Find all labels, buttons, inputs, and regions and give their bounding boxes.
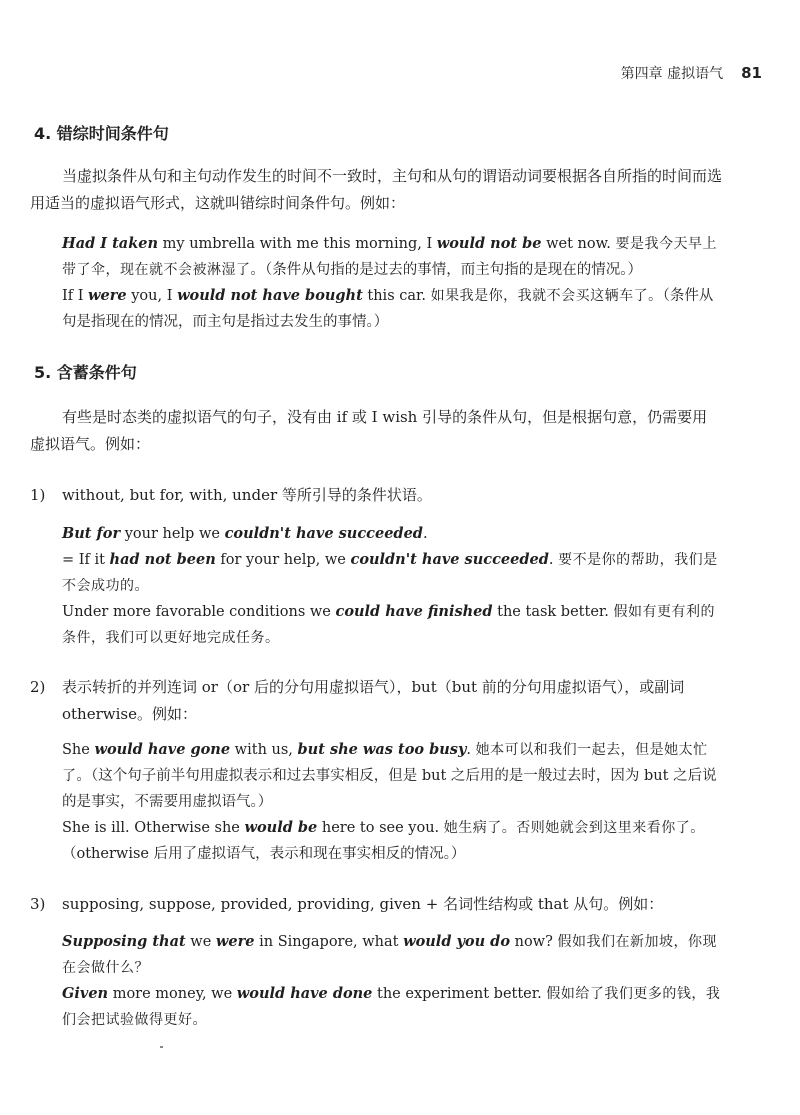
item-text: supposing, suppose, provided, providing, given + 名词性结构或 that 从句。例如： <box>62 895 664 913</box>
example-sentence <box>62 521 722 547</box>
emphasis: Supposing that <box>62 933 186 950</box>
text: for your help, we <box>215 552 351 568</box>
text: you, I <box>126 288 178 304</box>
item-text: without, but for, with, under 等所引导的条件状语。 <box>62 486 432 504</box>
section-5-intro: 有些是时态类的虚拟语气的句子，没有由 if 或 I wish 引导的条件从句，但是根据句意，仍需要用虚拟语气。例如： <box>30 408 708 453</box>
example-sentence <box>62 929 722 981</box>
text: She is ill. Otherwise she <box>62 820 245 836</box>
example-sentence <box>62 599 722 651</box>
emphasis: had not been <box>109 551 216 568</box>
item-number: 1) <box>30 486 46 504</box>
example-sentence <box>62 981 722 1033</box>
example-sentence <box>62 283 722 335</box>
text: my umbrella with me this morning, I <box>158 236 437 252</box>
example-sentence <box>62 737 722 815</box>
item-3-examples <box>62 929 722 1033</box>
list-item-1 <box>30 482 722 509</box>
running-head <box>621 63 762 83</box>
emphasis: Had I taken <box>62 235 159 252</box>
emphasis: couldn't have succeeded <box>224 525 423 542</box>
emphasis: would not have bought <box>177 287 363 304</box>
emphasis: could have finished <box>335 603 493 620</box>
chapter-title: 第四章 虚拟语气 <box>620 66 724 82</box>
text: Under more favorable conditions we <box>62 604 336 620</box>
list-item-2 <box>30 674 722 728</box>
note: （条件从句是指现在的情况，而主句是指过去发生的事情。） <box>62 288 714 330</box>
note: （otherwise 后用了虚拟语气，表示和现在事实相反的情况。） <box>62 846 466 862</box>
scan-speck <box>160 1046 163 1048</box>
list-item-3 <box>30 891 722 918</box>
text: wet now. <box>541 236 616 252</box>
emphasis: But for <box>62 525 121 542</box>
text: your help we <box>120 526 225 542</box>
translation: 假如我们在新加坡，你现在会做什么？ <box>62 934 717 976</box>
note: （条件从句指的是过去的事情，而主句指的是现在的情况。） <box>265 262 642 278</box>
emphasis: couldn't have succeeded <box>350 551 549 568</box>
emphasis: were <box>215 933 255 950</box>
example-sentence <box>62 815 722 867</box>
emphasis: would not be <box>436 235 542 252</box>
text: here to see you. <box>317 820 444 836</box>
translation: 如果我是你，我就不会买这辆车了。 <box>430 288 663 304</box>
note: （这个句子前半句用虚拟表示和过去事实相反，但是 but 之后用的是一般过去时，因为 but 之后说的是事实，不需要用虚拟语气。） <box>62 768 717 810</box>
text: She <box>62 742 95 758</box>
item-1-examples <box>62 521 722 651</box>
text: the task better. <box>492 604 614 620</box>
emphasis: would you do <box>403 933 510 950</box>
emphasis: would have gone <box>94 741 231 758</box>
section-5-title: 5. 含蓄条件句 <box>34 363 137 382</box>
emphasis: but she was too busy <box>297 741 467 758</box>
section-4-title: 4. 错综时间条件句 <box>34 124 169 143</box>
text: . <box>466 742 476 758</box>
section-4-intro: 当虚拟条件从句和主句动作发生的时间不一致时，主句和从句的谓语动词要根据各自所指的时间而选用适当的虚拟语气形式，这就叫错综时间条件句。例如： <box>30 167 723 212</box>
item-text: 表示转折的并列连词 or（or 后的分句用虚拟语气），but（but 前的分句用虚拟语气），或副词 otherwise。例如： <box>62 678 685 723</box>
item-number: 2) <box>30 678 46 696</box>
page-number: 81 <box>741 64 762 82</box>
emphasis: were <box>88 287 127 304</box>
translation: 要不是你的帮助，我们是不会成功的。 <box>62 552 718 594</box>
translation: 她生病了。否则她就会到这里来看你了。 <box>443 820 705 836</box>
text: with us, <box>230 742 298 758</box>
text: . <box>422 526 428 542</box>
text: If I <box>62 288 89 304</box>
emphasis: Given <box>62 985 109 1002</box>
emphasis: would have done <box>236 985 373 1002</box>
text: in Singapore, what <box>254 934 404 950</box>
text: = If it <box>62 552 110 568</box>
text: now? <box>510 934 558 950</box>
section-4-examples <box>62 231 722 335</box>
item-number: 3) <box>30 895 46 913</box>
translation: 假如有更有利的条件，我们可以更好地完成任务。 <box>62 604 715 646</box>
translation: 要是我今天早上带了伞，现在就不会被淋湿了。 <box>62 236 718 278</box>
text: . <box>548 552 559 568</box>
text: this car. <box>362 288 431 304</box>
text: we <box>185 934 216 950</box>
text: the experiment better. <box>372 986 547 1002</box>
text: more money, we <box>108 986 237 1002</box>
item-2-examples <box>62 737 722 867</box>
translation: 她本可以和我们一起去，但是她太忙了。 <box>62 742 708 784</box>
translation: 假如给了我们更多的钱，我们会把试验做得更好。 <box>62 986 721 1028</box>
example-sentence <box>62 231 722 283</box>
example-sentence <box>62 547 722 599</box>
emphasis: would be <box>244 819 318 836</box>
